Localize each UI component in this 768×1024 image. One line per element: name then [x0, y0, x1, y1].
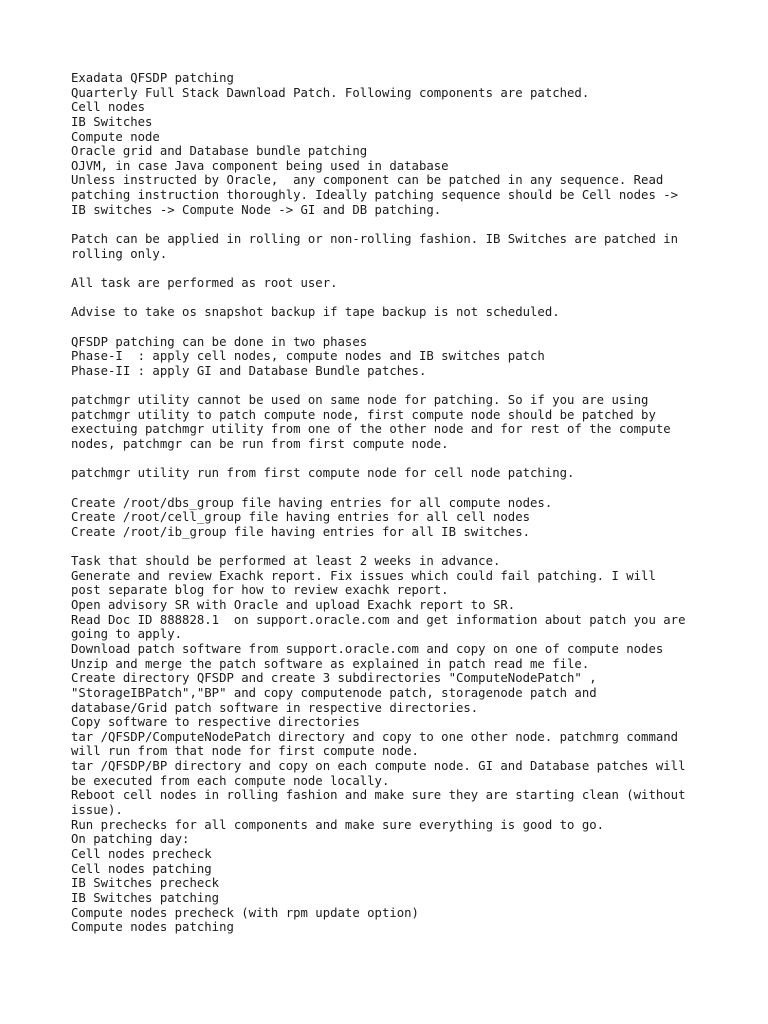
document-line: Reboot cell nodes in rolling fashion and make sure they are starting clean (without	[71, 788, 686, 803]
document-line: Compute nodes precheck (with rpm update option)	[71, 905, 419, 920]
document-line	[71, 452, 711, 467]
document-line: exectuing patchmgr utility from one of the other node and for rest of the compute	[71, 422, 671, 437]
document-line: Open advisory SR with Oracle and upload Exachk report to SR.	[71, 598, 516, 613]
document-line: Phase-II : apply GI and Database Bundle patches.	[71, 363, 427, 378]
document-line: be executed from each compute node locally.	[71, 773, 390, 788]
document-line: IB Switches precheck	[71, 876, 220, 891]
document-line: IB switches -> Compute Node -> GI and DB patching.	[71, 202, 442, 217]
document-line	[71, 261, 711, 276]
document-line: Oracle grid and Database bundle patching	[71, 144, 368, 159]
document-line: Quarterly Full Stack Dawnload Patch. Following components are patched.	[71, 85, 590, 100]
document-line	[71, 481, 711, 496]
document-line	[71, 378, 711, 393]
document-line: tar /QFSDP/ComputeNodePatch directory and copy to one other node. patchmrg command	[71, 729, 679, 744]
document-line: Exadata QFSDP patching	[71, 71, 234, 85]
document-line: Create /root/dbs_group file having entries for all compute nodes.	[71, 495, 553, 510]
document-line: patchmgr utility cannot be used on same node for patching. So if you are using	[71, 393, 649, 408]
document-line	[71, 540, 711, 555]
document-line: post separate blog for how to review exachk report.	[71, 583, 449, 598]
document-line: Task that should be performed at least 2 weeks in advance.	[71, 554, 501, 569]
document-line: patchmgr utility to patch compute node, first compute node should be patched by	[71, 407, 656, 422]
document-line: Cell nodes precheck	[71, 846, 212, 861]
document-line: IB Switches	[71, 114, 153, 129]
document-page	[71, 71, 711, 935]
document-line	[71, 320, 711, 335]
document-line: OJVM, in case Java component being used in database	[71, 158, 449, 173]
document-line	[71, 217, 711, 232]
document-line: will run from that node for first compute node.	[71, 744, 419, 759]
document-line: Patch can be applied in rolling or non-rolling fashion. IB Switches are patched in	[71, 232, 679, 247]
document-line: Download patch software from support.oracle.com and copy on one of compute nodes	[71, 641, 664, 656]
document-line: patching instruction thoroughly. Ideally patching sequence should be Cell nodes ->	[71, 188, 679, 203]
document-line: Compute node	[71, 129, 160, 144]
document-line: Unzip and merge the patch software as explained in patch read me file.	[71, 656, 590, 671]
document-line: Unless instructed by Oracle, any component can be patched in any sequence. Read	[71, 173, 664, 188]
document-line: On patching day:	[71, 832, 190, 847]
document-line: Create /root/ib_group file having entries for all IB switches.	[71, 524, 531, 539]
document-line: All task are performed as root user.	[71, 275, 338, 290]
document-line: Cell nodes patching	[71, 861, 212, 876]
document-line: Cell nodes	[71, 100, 146, 115]
document-line: issue).	[71, 803, 123, 818]
document-line: Phase-I : apply cell nodes, compute nodes and IB switches patch	[71, 349, 545, 364]
document-line: Create directory QFSDP and create 3 subdirectories "ComputeNodePatch" ,	[71, 671, 597, 686]
document-line: Compute nodes patching	[71, 920, 234, 935]
document-line: patchmgr utility run from first compute node for cell node patching.	[71, 466, 575, 481]
document-line: "StorageIBPatch","BP" and copy computenode patch, storagenode patch and	[71, 685, 597, 700]
document-line: Create /root/cell_group file having entries for all cell nodes	[71, 510, 531, 525]
document-line: Run prechecks for all components and make sure everything is good to go.	[71, 817, 605, 832]
document-line: Generate and review Exachk report. Fix issues which could fail patching. I will	[71, 568, 656, 583]
document-line: rolling only.	[71, 246, 168, 261]
document-line	[71, 291, 711, 306]
document-line: Advise to take os snapshot backup if tape backup is not scheduled.	[71, 305, 560, 320]
document-line: Read Doc ID 888828.1 on support.oracle.com and get information about patch you are	[71, 612, 686, 627]
document-line: nodes, patchmgr can be run from first compute node.	[71, 437, 449, 452]
document-line: going to apply.	[71, 627, 183, 642]
document-line: QFSDP patching can be done in two phases	[71, 334, 368, 349]
document-line: Copy software to respective directories	[71, 715, 360, 730]
document-line: database/Grid patch software in respective directories.	[71, 700, 479, 715]
document-line: tar /QFSDP/BP directory and copy on each compute node. GI and Database patches will	[71, 759, 686, 774]
document-line: IB Switches patching	[71, 890, 220, 905]
